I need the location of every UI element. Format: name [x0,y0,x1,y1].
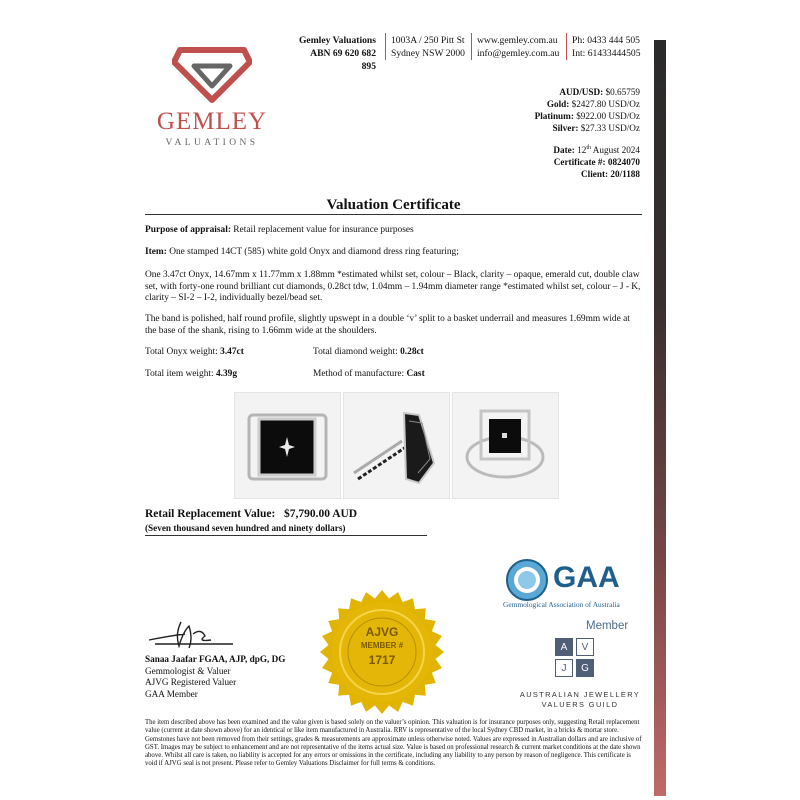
cert-row: Certificate #: 0824070 [553,157,640,168]
rate-row: AUD/USD: $0.65759 [559,87,640,97]
retail-value-underline [145,535,427,536]
ajvg-gold-seal [318,588,446,716]
ring-front-image [235,393,340,498]
signer-name: Sanaa Jaafar FGAA, AJP, dpG, DG [145,654,286,664]
manufacture-method: Method of manufacture: Cast [313,369,425,379]
ajvg-logo-grid [555,638,594,677]
ring-photo-front [234,392,341,499]
header-phone-block [572,34,641,60]
ajvg-tile: V [576,638,594,656]
gaa-logo-text: GAA [553,561,620,594]
ajvg-name-line-2: VALUERS GUILD [541,700,619,709]
client-row: Client: 20/1188 [581,169,640,180]
certificate-meta [553,142,640,180]
header-company-block [296,34,376,73]
gaa-full-name: Gemmological Association of Australia [503,600,620,609]
gaa-globe-icon [505,558,549,602]
retail-value-line: Retail Replacement Value: $7,790.00 AUD [145,508,358,520]
decorative-side-bar [654,40,666,796]
ajvg-name-line-1: AUSTRALIAN JEWELLERY [519,690,641,699]
intl-phone-number: Int: 61433444505 [572,48,641,59]
signer-role: Gemmologist & Valuer [145,665,231,676]
seal-text-1: AJVG [365,625,399,639]
address-line-2: Sydney NSW 2000 [391,48,465,59]
item-weight: Total item weight: 4.39g [145,369,238,379]
page-title: Valuation Certificate [326,197,461,213]
ajvg-tile: G [576,659,594,677]
ajvg-tile: A [555,638,573,656]
member-label: Member [586,620,629,632]
rate-row: Platinum: $922.00 USD/Oz [534,111,640,121]
ajvg-tile: J [555,659,573,677]
seal-text-2: MEMBER # [360,641,404,650]
address-line-1: 1003A / 250 Pitt St [391,35,465,46]
header-divider [385,33,386,60]
company-name: Gemley Valuations [298,35,376,46]
header-divider [566,33,567,60]
rate-row: Silver: $27.33 USD/Oz [552,123,640,133]
signature-graphic [145,614,235,652]
diamond-weight: Total diamond weight: 0.28ct [313,347,424,357]
band-paragraph: The band is polished, half round profile, slightly upswept in a double ‘v’ split to a basket underrail and measures 1.69mm wide at the base of the shank, rising to 1.66mm wide at the shoulders. [145,314,630,336]
header-divider [471,33,472,60]
email-link[interactable]: info@gemley.com.au [477,48,560,59]
rate-row: Gold: $2427.80 USD/Oz [546,99,640,109]
ring-side-image [344,393,449,498]
header-web-block [477,34,559,60]
brand-subtitle: VALUATIONS [165,138,259,148]
seal-text-3: 1717 [368,653,396,667]
item-line: Item: One stamped 14CT (585) white gold Onyx and diamond dress ring featuring; [145,247,459,257]
header-address-block [391,34,465,60]
title-divider [145,214,642,215]
signer-role: GAA Member [145,688,198,699]
phone-number: Ph: 0433 444 505 [572,35,640,46]
description-paragraph: One 3.47ct Onyx, 14.67mm x 11.77mm x 1.88mm *estimated whilst set, colour – Black, clarity – opaque, emerald cut, double claw set, with forty-one round brilliant cut diamonds, 0.28ct tdw, 1.04mm – 1.94mm diameter range *estimated whilst set, colour – J - K, clarity – SI-2 – I-2, individually bezel/bead set. [145,270,641,304]
disclaimer-text: The item described above has been examined and the value given is based solely on the valuer’s opinion. This valuation is for insurance purposes only, suggesting Retail replacement value (current at date shown above) for an identical or like item manufactured in Australia. RRV is representative of the local Sydney CBD market, in a bricks & mortar store. Gemstones have not been removed from their settings, grades & measurements are approximate unless otherwise noted. Values are expressed in Australian dollars and are inclusive of GST. Images may be subject to enhancement and are not representative of the items actual size. Value is based on professional research & current market conditions at the date shown above. Whilst all care is taken, no liability is accepted for any errors or omissions in the certificate, including any liability to any person by reason of negligence. This certificate is void if AJVG seal is not present. Please refer to Gemley Valuations Disclaimer for full terms & conditions. [145,719,642,768]
signer-role: AJVG Registered Valuer [145,677,237,687]
date-row: Date: 12th August 2024 [553,145,640,156]
gem-logo-icon [172,42,252,104]
metal-rates [535,86,640,134]
onyx-weight: Total Onyx weight: 3.47ct [145,347,244,357]
signer-block [145,654,285,700]
ring-photo-side [343,392,450,499]
ring-photo-angle [452,392,559,499]
brand-name: GEMLEY [156,108,268,135]
purpose-line: Purpose of appraisal: Retail replacement value for insurance purposes [145,225,414,235]
company-abn: ABN 69 620 682 895 [310,48,376,72]
website-link[interactable]: www.gemley.com.au [477,35,558,46]
retail-value-words: (Seven thousand seven hundred and ninety dollars) [145,523,346,533]
ring-angle-image [453,393,558,498]
